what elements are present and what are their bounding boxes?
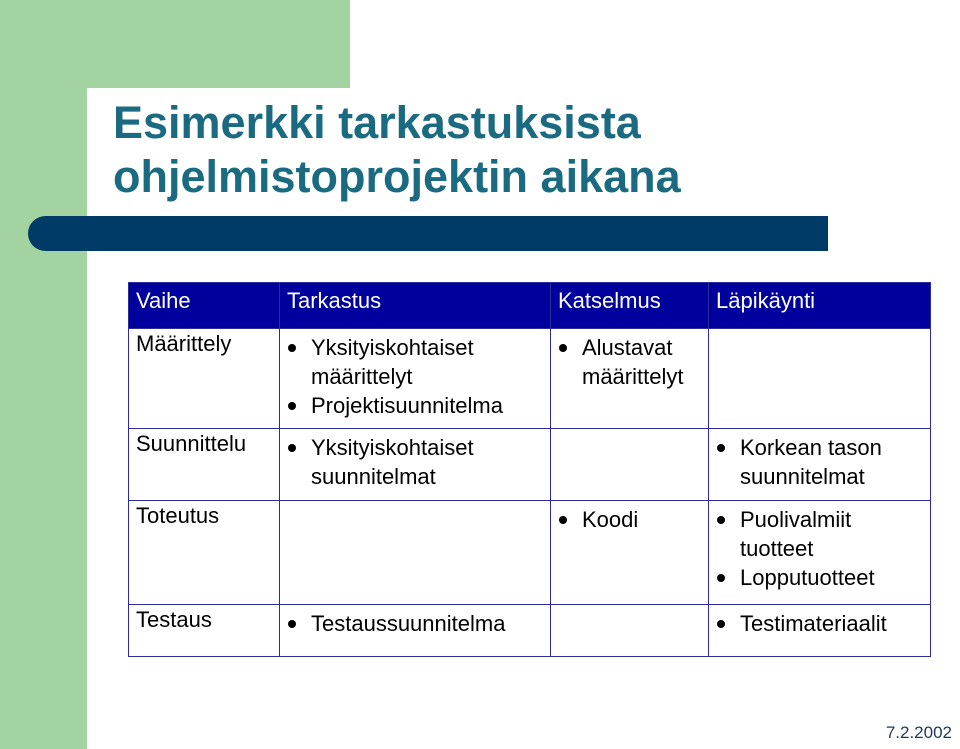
list-item: Testimateriaalit: [717, 609, 930, 638]
katselmus-cell: [551, 329, 709, 429]
title-divider-bar: [28, 216, 828, 251]
lapikaynti-cell: [709, 501, 931, 605]
column-header-lapikaynti: Läpikäynti: [709, 283, 931, 329]
bullet-icon: [559, 344, 567, 352]
phase-cell: Määrittely: [129, 329, 280, 429]
list-item: Testaussuunnitelma: [288, 609, 550, 638]
bullet-icon: [717, 516, 725, 524]
table-row: [129, 329, 931, 429]
katselmus-cell: [551, 501, 709, 605]
bullet-icon: [717, 574, 725, 582]
list-item: Koodi: [559, 505, 708, 534]
bullet-icon: [559, 516, 567, 524]
list-item: Yksityiskohtaiset määrittelyt: [288, 333, 550, 391]
list-item: Puolivalmiit tuotteet: [717, 505, 930, 563]
inspection-table: [128, 282, 931, 657]
column-header-tarkastus: Tarkastus: [280, 283, 551, 329]
bullet-icon: [288, 344, 296, 352]
table-row: [129, 429, 931, 501]
tarkastus-cell: [280, 429, 551, 501]
list-item: Alustavat määrittelyt: [559, 333, 708, 391]
bullet-icon: [288, 444, 296, 452]
katselmus-cell: [551, 605, 709, 657]
phase-cell: Toteutus: [129, 501, 280, 605]
list-item: Lopputuotteet: [717, 563, 930, 592]
list-item: Yksityiskohtaiset suunnitelmat: [288, 433, 550, 491]
column-header-vaihe: Vaihe: [129, 283, 280, 329]
bullet-icon: [717, 444, 725, 452]
bullet-icon: [288, 402, 296, 410]
tarkastus-cell: [280, 605, 551, 657]
table-row: [129, 605, 931, 657]
decorative-green-sidebar: [0, 0, 87, 749]
slide-title-line-1: Esimerkki tarkastuksista: [113, 97, 641, 148]
bullet-icon: [717, 620, 725, 628]
katselmus-cell: [551, 429, 709, 501]
phase-cell: Testaus: [129, 605, 280, 657]
table-row: [129, 501, 931, 605]
lapikaynti-cell: [709, 329, 931, 429]
table-header-row: [129, 283, 931, 329]
list-item: Korkean tason suunnitelmat: [717, 433, 930, 491]
bullet-icon: [288, 620, 296, 628]
slide-title: [113, 96, 913, 204]
tarkastus-cell: [280, 329, 551, 429]
slide-date: 7.2.2002: [885, 723, 952, 742]
lapikaynti-cell: [709, 429, 931, 501]
column-header-katselmus: Katselmus: [551, 283, 709, 329]
decorative-green-top: [0, 0, 350, 88]
tarkastus-cell: [280, 501, 551, 605]
phase-cell: Suunnittelu: [129, 429, 280, 501]
slide-title-line-2: ohjelmistoprojektin aikana: [113, 151, 681, 202]
lapikaynti-cell: [709, 605, 931, 657]
list-item: Projektisuunnitelma: [288, 391, 550, 420]
